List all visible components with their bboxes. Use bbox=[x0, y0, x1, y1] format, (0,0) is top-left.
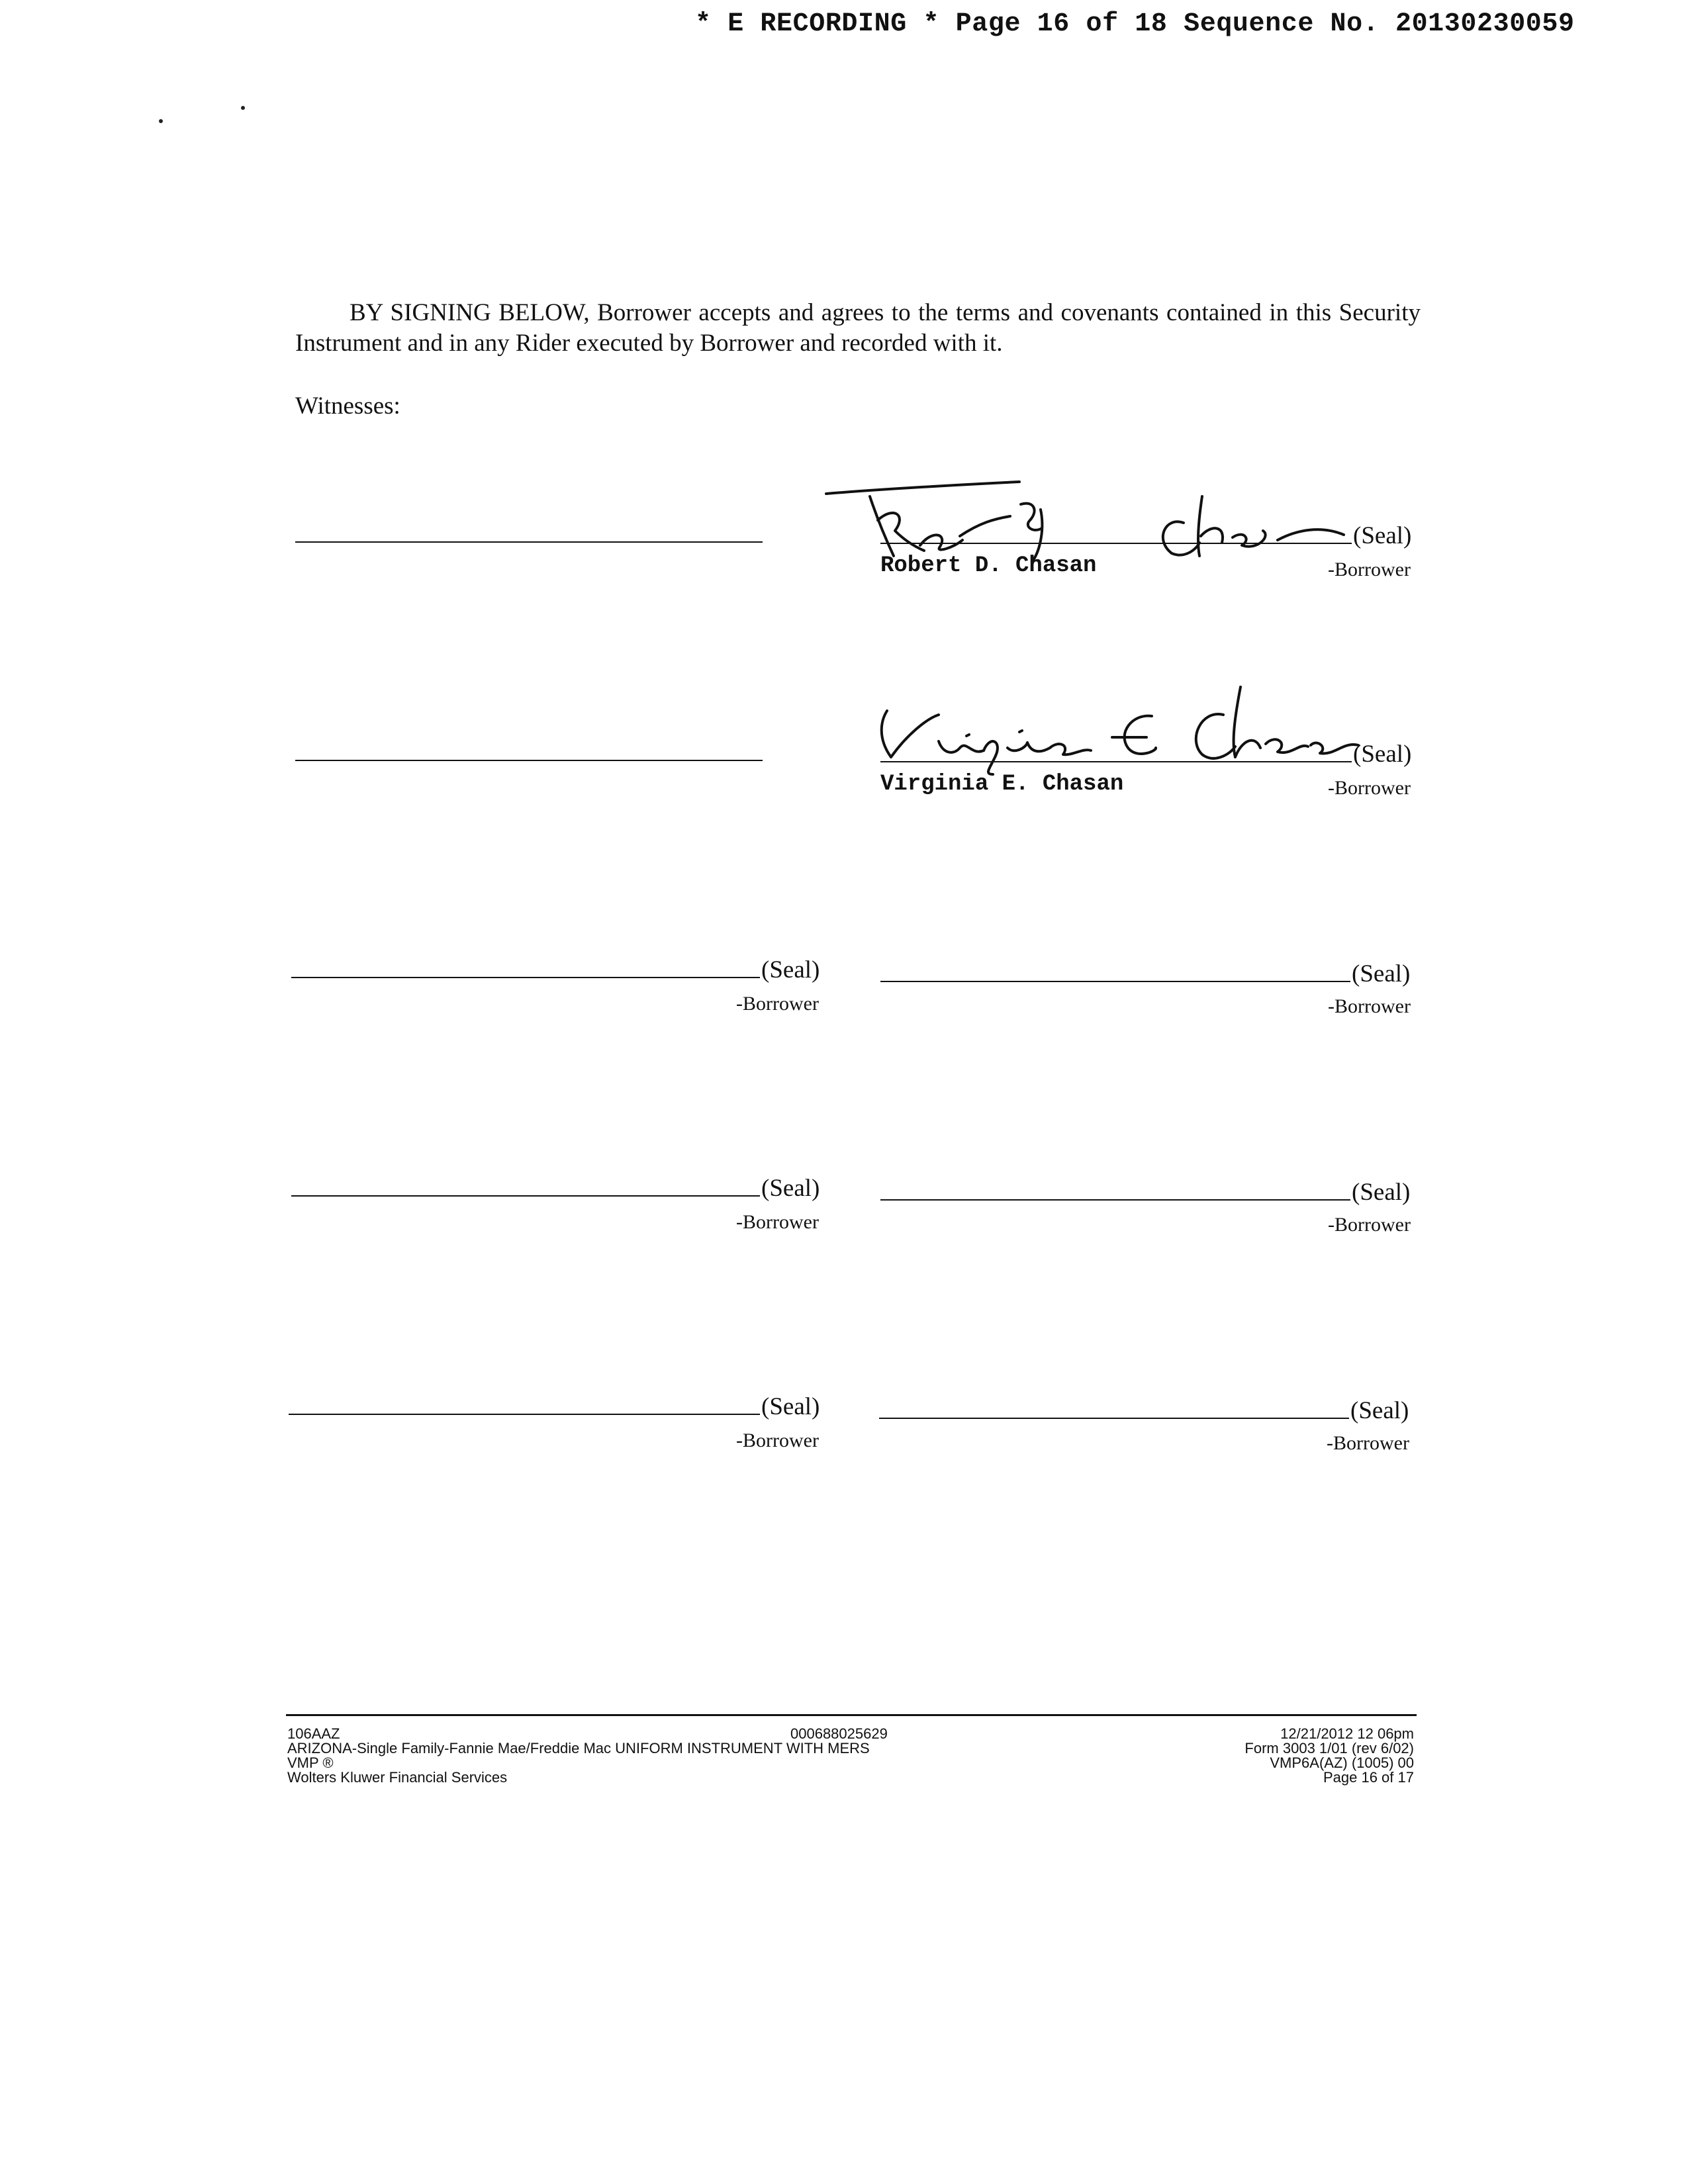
signature-line bbox=[880, 761, 1352, 762]
witnesses-label: Witnesses: bbox=[295, 392, 400, 420]
signature-virginia-chasan bbox=[861, 682, 1364, 781]
signature-line bbox=[880, 543, 1352, 544]
form-description: ARIZONA-Single Family-Fannie Mae/Freddie Mac UNIFORM INSTRUMENT WITH MERS bbox=[287, 1740, 870, 1756]
borrower-label: -Borrower bbox=[1328, 1214, 1411, 1236]
vmp-mark: VMP ® bbox=[287, 1754, 334, 1771]
form-code: 106AAZ bbox=[287, 1725, 340, 1742]
seal-label: (Seal) bbox=[1353, 741, 1412, 768]
page-label: Page 16 of 17 bbox=[1323, 1769, 1414, 1786]
seal-label: (Seal) bbox=[761, 956, 820, 983]
borrower-label: -Borrower bbox=[1327, 1432, 1409, 1454]
borrower-label: -Borrower bbox=[736, 1430, 819, 1451]
signing-statement: BY SIGNING BELOW, Borrower accepts and agrees to the terms and covenants contained in this Security Instrument and in any Rider executed by Borrower and recorded with it. bbox=[295, 299, 1421, 357]
loan-number: 000688025629 bbox=[790, 1725, 888, 1742]
scan-speck bbox=[241, 106, 245, 110]
borrower-label: -Borrower bbox=[1328, 777, 1411, 799]
seal-label: (Seal) bbox=[1352, 1179, 1411, 1206]
recording-header: * E RECORDING * Page 16 of 18 Sequence No. 20130230059 bbox=[695, 9, 1575, 39]
witness-signature-line bbox=[295, 541, 763, 543]
footer-rule bbox=[286, 1714, 1417, 1716]
seal-label: (Seal) bbox=[1350, 1397, 1409, 1424]
signature-line bbox=[880, 1199, 1350, 1201]
form-version: VMP6A(AZ) (1005) 00 bbox=[1270, 1754, 1414, 1771]
seal-label: (Seal) bbox=[1353, 522, 1412, 549]
seal-label: (Seal) bbox=[761, 1393, 820, 1420]
publisher: Wolters Kluwer Financial Services bbox=[287, 1769, 508, 1786]
signature-line bbox=[291, 1195, 760, 1197]
borrower-label: -Borrower bbox=[1328, 995, 1411, 1017]
timestamp: 12/21/2012 12 06pm bbox=[1280, 1725, 1414, 1742]
seal-label: (Seal) bbox=[1352, 960, 1411, 987]
signer-name: Virginia E. Chasan bbox=[880, 772, 1124, 797]
witness-signature-line bbox=[295, 760, 763, 761]
borrower-label: -Borrower bbox=[736, 993, 819, 1015]
scan-speck bbox=[159, 119, 163, 123]
form-number: Form 3003 1/01 (rev 6/02) bbox=[1244, 1740, 1414, 1756]
seal-label: (Seal) bbox=[761, 1175, 820, 1202]
signature-line bbox=[880, 981, 1350, 982]
signer-name: Robert D. Chasan bbox=[880, 553, 1097, 578]
borrower-label: -Borrower bbox=[1328, 559, 1411, 580]
borrower-label: -Borrower bbox=[736, 1211, 819, 1233]
signature-line bbox=[289, 1414, 760, 1415]
signature-line bbox=[879, 1418, 1349, 1419]
signature-line bbox=[291, 977, 760, 978]
